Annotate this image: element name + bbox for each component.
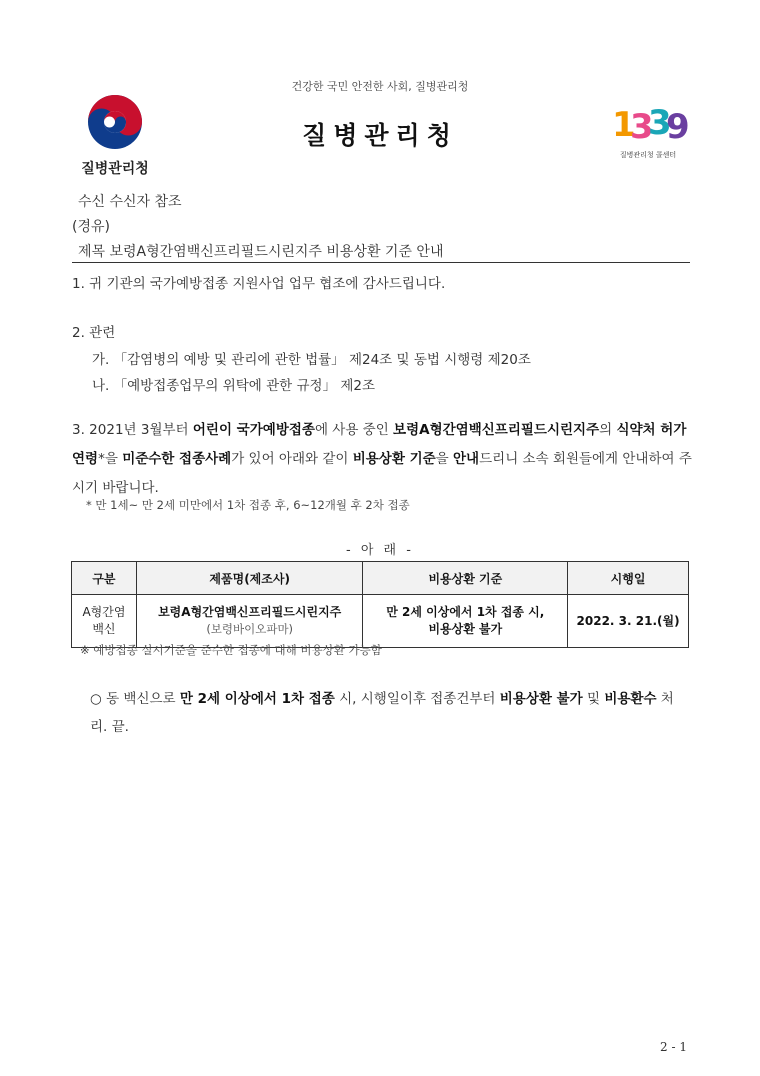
p3-bold-3: 식약처 허가연령 [72, 422, 687, 467]
p3-bold-6: 안내 [453, 451, 480, 467]
final-text-4: 처리. 끝. [90, 691, 674, 735]
p3-text-3: 의 [599, 422, 617, 438]
manufacturer-name: (보령바이오파마) [206, 622, 294, 636]
callcenter-logo-text: 질병관리청 콜센터 [619, 151, 677, 159]
final-statement [90, 685, 690, 741]
page-number: 2 - 1 [660, 1040, 687, 1054]
p3-text-5: 가 있어 아래와 같이 [231, 451, 353, 467]
criteria-cell [363, 595, 568, 648]
via-line: (경유) [72, 219, 110, 235]
paragraph-2-title: 2. 관련 [72, 325, 116, 341]
p3-text-1: 3. 2021년 3월부터 [72, 422, 193, 438]
criteria-line-1: 만 2세 이상에서 1차 접종 시, [386, 605, 545, 619]
p3-text-2: 에 사용 중인 [314, 422, 394, 438]
table-header: 제품명(제조사) [136, 562, 363, 595]
criteria-line-2: 비용상환 불가 [428, 622, 503, 636]
product-cell [136, 595, 363, 648]
svg-text:1: 1 [612, 105, 636, 144]
callcenter-1339-icon [608, 98, 688, 144]
reimbursement-table [71, 561, 689, 648]
p3-bold-1: 어린이 국가예방접종 [192, 422, 315, 438]
date-cell [568, 595, 689, 648]
p3-text-7: 드리니 소속 회원들에게 안내하여 주시기 바랍니다. [72, 451, 692, 496]
p3-text-6: 을 [435, 451, 454, 467]
table-row [72, 595, 689, 648]
final-bold-1: 만 2세 이상에서 1차 접종 [179, 691, 335, 707]
table-header: 비용상환 기준 [363, 562, 568, 595]
paragraph-2-item-a: 가. 「감염병의 예방 및 관리에 관한 법률」 제24조 및 동법 시행령 제20조 [92, 352, 531, 368]
svg-text:9: 9 [666, 107, 688, 144]
below-mark: - 아 래 - [346, 543, 414, 558]
header-divider [72, 262, 690, 263]
final-bold-3: 비용환수 [604, 691, 657, 707]
kdca-logo-text: 질병관리청 [81, 161, 149, 177]
paragraph-3 [72, 416, 692, 503]
p3-text-4: *을 [98, 451, 123, 467]
callcenter-logo [606, 98, 690, 160]
final-text-2: 시, 시행일이후 접종건부터 [334, 691, 500, 707]
paragraph-1: 1. 귀 기관의 국가예방접종 지원사업 업무 협조에 감사드립니다. [72, 276, 446, 292]
table-header: 시행일 [568, 562, 689, 595]
recipient-line: 수신 수신자 참조 [78, 194, 182, 210]
page-title: 질병관리청 [302, 121, 458, 150]
table-header: 구분 [72, 562, 137, 595]
final-text-3: 및 [582, 691, 605, 707]
final-text-1: 동 백신으로 [101, 691, 180, 707]
circle-bullet-icon: ○ [90, 691, 102, 707]
effective-date: 2022. 3. 21.(월) [576, 613, 680, 628]
p3-bold-2: 보령A형간염백신프리필드시린지주 [393, 422, 600, 438]
paragraph-3-note: * 만 1세~ 만 2세 미만에서 1차 접종 후, 6~12개월 후 2차 접종 [86, 498, 410, 512]
p3-bold-5: 비용상환 기준 [352, 451, 436, 467]
category-line-2: 백신 [92, 622, 116, 636]
svg-text:3: 3 [648, 103, 672, 143]
final-bold-2: 비용상환 불가 [499, 691, 583, 707]
category-cell [72, 595, 137, 648]
svg-text:3: 3 [630, 107, 654, 144]
product-name: 보령A형간염백신프리필드시린지주 [158, 605, 342, 619]
table-header-row [72, 562, 689, 595]
header-slogan: 건강한 국민 안전한 사회, 질병관리청 [291, 80, 469, 93]
table-footnote: ※ 예방접종 실시기준을 준수한 접종에 대해 비용상환 가능함 [80, 643, 382, 657]
subject-line: 제목 보령A형간염백신프리필드시린지주 비용상환 기준 안내 [78, 244, 444, 260]
category-line-1: A형간염 [82, 605, 126, 619]
p3-bold-4: 미준수한 접종사례 [122, 451, 232, 467]
paragraph-2-item-b: 나. 「예방접종업무의 위탁에 관한 규정」 제2조 [92, 378, 376, 394]
